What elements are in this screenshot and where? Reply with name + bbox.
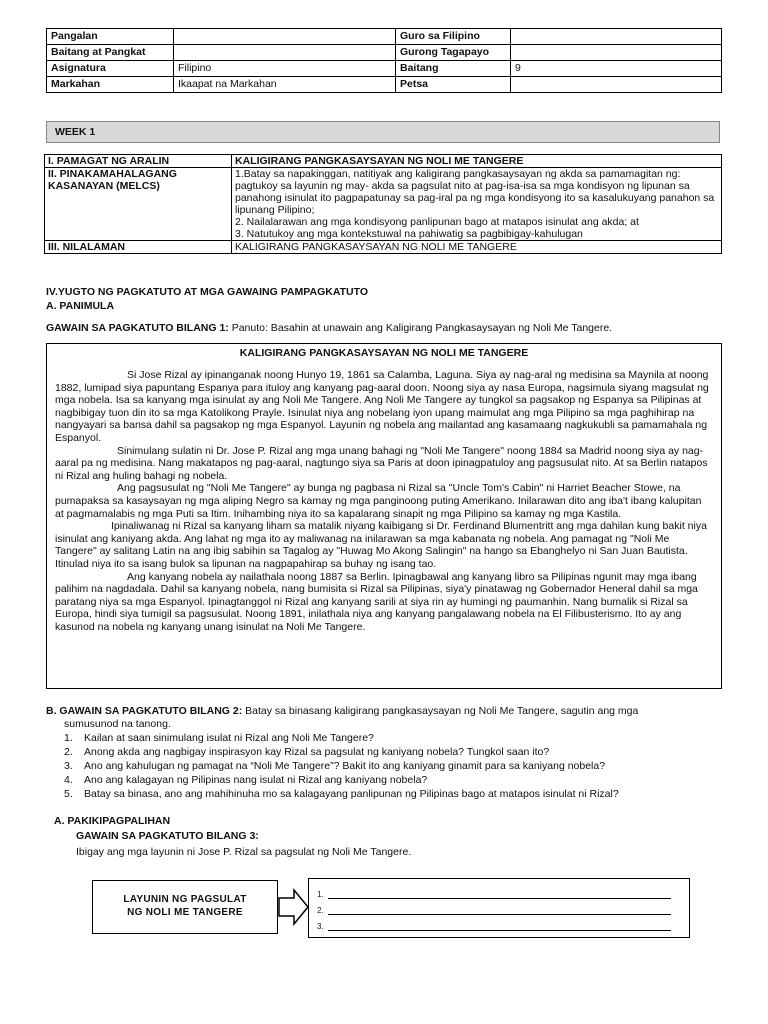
- lesson-title-label: I. PAMAGAT NG ARALIN: [45, 155, 232, 168]
- table-row: [45, 241, 722, 254]
- answer-number: 3.: [317, 922, 324, 931]
- table-row: [45, 168, 722, 241]
- melcs-item: 1.Batay sa napakinggan, natitiyak ang kaligirang pangkasaysayan ng akda sa pamamagitan ng: pagtukoy sa layunin ng may- akda sa pagsulat nito at pag-isa-isa sa mga kondisyon ng lipunan sa panahong isinulat ito pagpapatunay sa pag-iral pa ng mga kondisyong ito sa kasalukuyang panahon sa lipunang Pilipino;: [235, 168, 715, 216]
- subject-value: Filipino: [174, 61, 396, 77]
- question-number: 4.: [64, 774, 73, 786]
- quarter-value: Ikaapat na Markahan: [174, 77, 396, 93]
- grade-value: 9: [511, 61, 722, 77]
- answer-box: [308, 878, 690, 938]
- question-text: Ano ang kalagayan ng Pilipinas nang isulat ni Rizal ang kaniyang nobela?: [84, 774, 428, 786]
- table-row: [47, 61, 722, 77]
- content-label: III. NILALAMAN: [45, 241, 232, 254]
- answer-number: 1.: [317, 890, 324, 899]
- box-label-line: NG NOLI ME TANGERE: [127, 907, 243, 918]
- question-number: 5.: [64, 788, 73, 800]
- gawain-3-text: Ibigay ang mga layunin ni Jose P. Rizal sa pagsulat ng Noli Me Tangere.: [76, 846, 412, 858]
- question-number: 1.: [64, 732, 73, 744]
- reading-title: KALIGIRANG PANGKASAYSAYAN NG NOLI ME TANGERE: [239, 347, 529, 359]
- cell-label: Pangalan: [47, 29, 174, 45]
- name-field[interactable]: [174, 29, 396, 45]
- lesson-title-value: KALIGIRANG PANGKASAYSAYAN NG NOLI ME TANGERE: [232, 155, 722, 168]
- teacher-field[interactable]: [511, 29, 722, 45]
- cell-label: Gurong Tagapayo: [396, 45, 511, 61]
- table-row: [47, 45, 722, 61]
- section-a-heading: A. PANIMULA: [46, 300, 115, 312]
- question-text: Kailan at saan sinimulang isulat ni Rizal ang Noli Me Tangere?: [84, 732, 374, 744]
- question-number: 2.: [64, 746, 73, 758]
- answer-line[interactable]: [317, 899, 681, 915]
- student-info-table: [46, 28, 722, 93]
- gawain-1-text: Panuto: Basahin at unawain ang Kaligirang Pangkasaysayan ng Noli Me Tangere.: [228, 322, 613, 334]
- reading-paragraph: Sinimulang sulatin ni Dr. Jose P. Rizal ang mga unang bahagi ng "Noli Me Tangere" noong 1884 sa Madrid noong siya ay nag-aaral pa ng medisina. Nang makatapos ng pag-aaral, nagtungo siya sa Paris at doon ipinagpatuloy ang pagsusulat nito. At sa Berlin natapos ni Rizal ang huling bahagi ng nobela.: [55, 444, 708, 482]
- reading-passage-box: [46, 343, 722, 689]
- question-text: Batay sa binasa, ano ang mahihinuha mo sa kalagayang panlipunan ng Pilipinas bago at matapos isinulat ni Rizal?: [84, 788, 619, 800]
- list-item: [64, 731, 724, 745]
- table-row: [45, 155, 722, 168]
- pakikipagpalihan-heading: A. PAKIKIPAGPALIHAN: [54, 815, 171, 827]
- arrow-icon: [278, 888, 310, 926]
- section-iv-heading: IV.YUGTO NG PAGKATUTO AT MGA GAWAING PAMPAGKATUTO: [46, 286, 369, 298]
- question-list: [64, 731, 724, 801]
- melcs-item: 3. Natutukoy ang mga kontekstuwal na pahiwatig sa pagbibigay-kahulugan: [235, 228, 583, 240]
- cell-label: Petsa: [396, 77, 511, 93]
- section-b-instruction: [46, 705, 722, 717]
- adviser-field[interactable]: [511, 45, 722, 61]
- box-label-line: LAYUNIN NG PAGSULAT: [123, 894, 247, 905]
- reading-paragraph: Ipinaliwanag ni Rizal sa kanyang liham sa matalik niyang kaibigang si Dr. Ferdinand Blumentritt ang mga dahilan kung bakit niya isinulat ang kaniyang akda. Ang lahat ng mga ito ay maliwanag na inilarawan sa mga kabanata ng nobela. Ang pamagat ng "Noli Me Tangere" ay salitang Latin na ang ibig sabihin sa Tagalog ay "Huwag Mo Akong Salingin" na hango sa Ebanghelyo ni San Juan Bautista. Itinulad niya ito sa isang bulok sa lipunan na nagpapahirap sa buhay ng isang tao.: [55, 520, 707, 570]
- section-b-label: B. GAWAIN SA PAGKATUTO BILANG 2:: [46, 705, 243, 717]
- lesson-info-table: [44, 154, 722, 254]
- objectives-label-box: [92, 880, 278, 934]
- content-value: KALIGIRANG PANGKASAYSAYAN NG NOLI ME TANGERE: [232, 241, 722, 254]
- week-banner: WEEK 1: [46, 121, 720, 143]
- section-b-text-cont: sumusunod na tanong.: [64, 718, 171, 730]
- gawain-1-label: GAWAIN SA PAGKATUTO BILANG 1:: [46, 322, 229, 334]
- table-row: [47, 77, 722, 93]
- list-item: [64, 759, 724, 773]
- cell-label: Baitang at Pangkat: [47, 45, 174, 61]
- answer-line[interactable]: [317, 883, 681, 899]
- grade-section-field[interactable]: [174, 45, 396, 61]
- question-text: Ano ang kahulugan ng pamagat na “Noli Me Tangere”? Bakit ito ang kaniyang ginamit para sa kaniyang nobela?: [84, 760, 606, 772]
- reading-paragraph: Ang pagsusulat ng "Noli Me Tangere" ay bunga ng pagbasa ni Rizal sa "Uncle Tom's Cabin" ni Harriet Beacher Stowe, na pumapaksa sa kasaysayan ng mga aliping Negro sa kamay ng mga panginoong puting Amerikano. Inilarawan dito ang iba't ibang kalupitan at pagmamalabis ng mga Puti sa Itim. Inihambing niya ito sa kapalarang sinapit ng mga Pilipino sa kamay ng mga Kastila.: [55, 482, 702, 520]
- melcs-label: II. PINAKAMAHALAGANG KASANAYAN (MELCS): [45, 168, 232, 241]
- cell-label: Baitang: [396, 61, 511, 77]
- list-item: [64, 745, 724, 759]
- gawain-3-label: GAWAIN SA PAGKATUTO BILANG 3:: [76, 830, 259, 842]
- melcs-value: [232, 168, 722, 241]
- date-field[interactable]: [511, 77, 722, 93]
- melcs-item: 2. Nailalarawan ang mga kondisyong panlipunan bago at matapos isinulat ang akda; at: [235, 216, 639, 228]
- list-item: [64, 787, 724, 801]
- gawain-1-instruction: [46, 322, 612, 334]
- question-text: Anong akda ang nagbigay inspirasyon kay Rizal sa pagsulat ng kaniyang nobela? Tungkol saan ito?: [84, 746, 550, 758]
- table-row: [47, 29, 722, 45]
- question-number: 3.: [64, 760, 73, 772]
- answer-number: 2.: [317, 906, 324, 915]
- cell-label: Guro sa Filipino: [396, 29, 511, 45]
- reading-paragraph: Si Jose Rizal ay ipinanganak noong Hunyo 19, 1861 sa Calamba, Laguna. Siya ay nag-aral ng medisina sa Maynila at noong 1882, lumipad siya papuntang Espanya para ituloy ang kanyang pag-aaral doon. Noong siya ay nasa Europa, nagsimula siyang magsulat ng mga nobela. Isa sa kanyang mga isinulat ay ang Noli Me Tangere. Ang Noli Me Tangere ay tungkol sa pagsakop ng Espanya sa Pilipinas at nagbibigay tuon din ito sa mga Katolikong Prayle. Isinulat niya ang nobelang iyon upang maimulat ang mga Pilipino sa mga paghihirap na nangyayari sa bansa dahil sa pagsakop ng mga Espanyol. Layunin ng nobela ang mailantad ang kasamaang nagkukubli sa pamamahala ng Espanyol.: [55, 369, 709, 444]
- list-item: [64, 773, 724, 787]
- section-b-text: Batay sa binasang kaligirang pangkasaysayan ng Noli Me Tangere, sagutin ang mga: [242, 705, 639, 717]
- answer-line[interactable]: [317, 915, 681, 931]
- reading-paragraph: Ang kanyang nobela ay nailathala noong 1887 sa Berlin. Ipinagbawal ang kanyang libro sa Pilipinas ngunit may mga ibang palihim na nagdadala. Dahil sa kanyang nobela, nang bumisita si Rizal sa Pilipinas, siya'y pinatawag ng Gobernador Heneral dahil sa mga paratang niya sa mga Espanyol. Ipinagtanggol ni Rizal ang kanyang sarili at siya rin ay humingi ng paumanhin. Nang bumalik si Rizal sa Europa, hindi siya tumigil sa pagsusulat. Noong 1891, inilathala niya ang kanyang pangalawang nobela na El Filibusterismo. Ito ay ang kasunod na nobela ng kanyang unang isinulat na Noli Me Tangere.: [55, 570, 698, 633]
- cell-label: Markahan: [47, 77, 174, 93]
- cell-label: Asignatura: [47, 61, 174, 77]
